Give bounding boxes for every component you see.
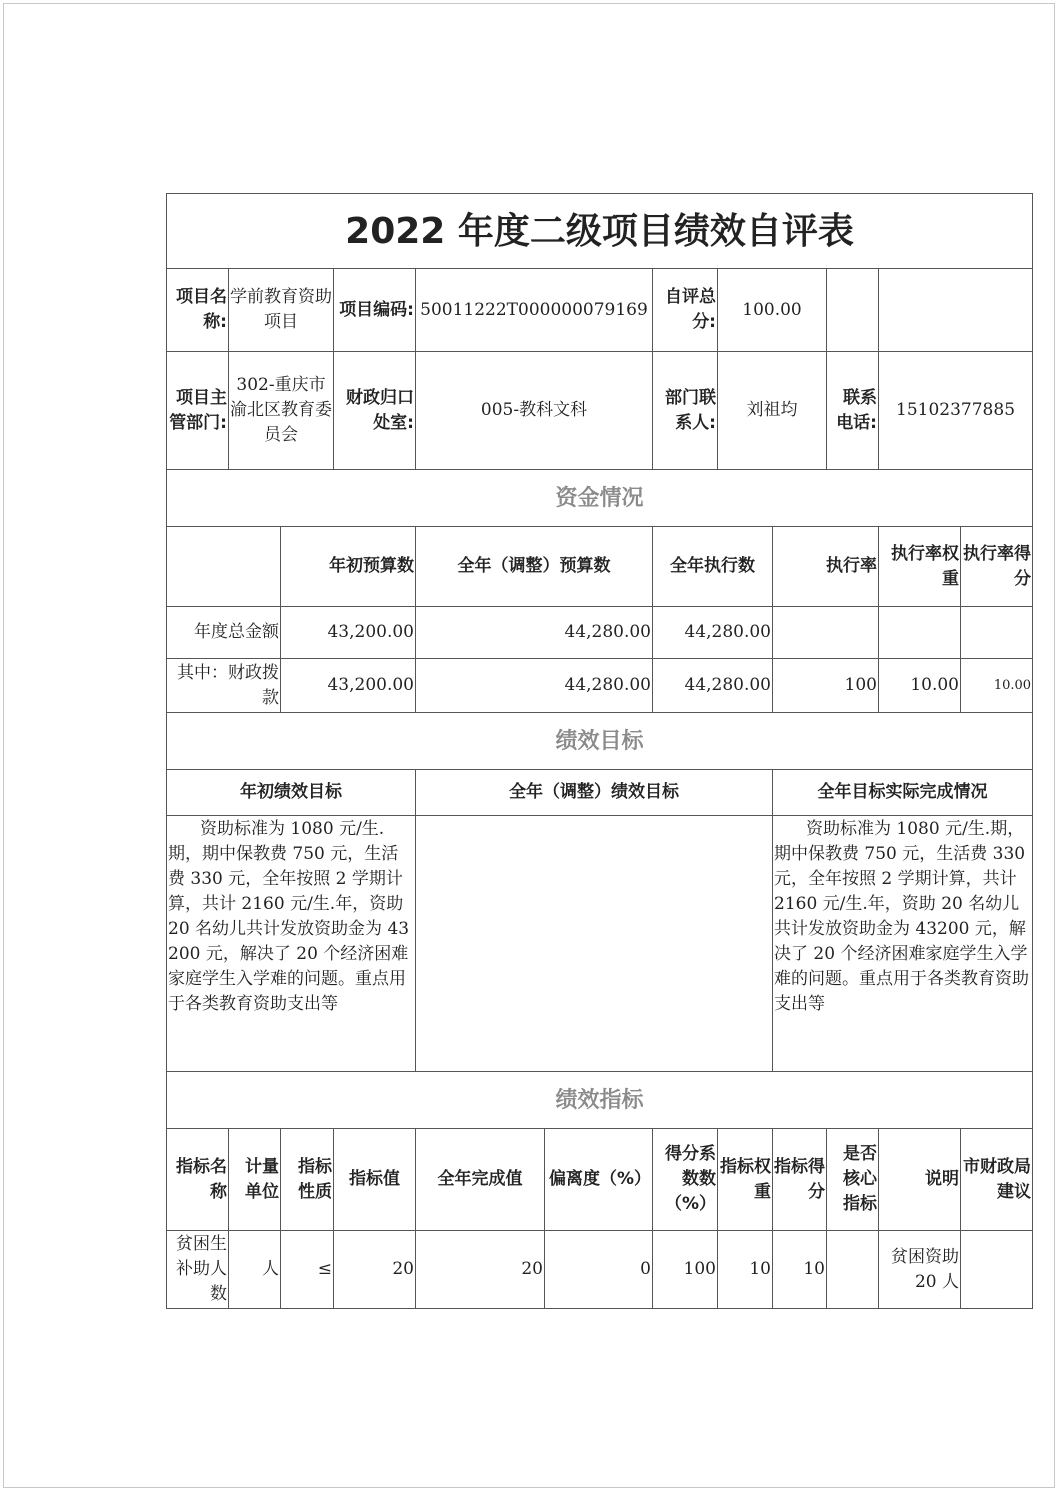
goals-header: 全年目标实际完成情况 xyxy=(773,770,1033,816)
department-value: 302-重庆市渝北区教育委员会 xyxy=(229,352,334,470)
department-label: 项目主管部门: xyxy=(167,352,229,470)
empty-cell xyxy=(167,527,281,607)
indicator-header: 计量单位 xyxy=(229,1129,281,1231)
indicator-deviation: 0 xyxy=(545,1231,653,1309)
project-code-label: 项目编码: xyxy=(334,269,416,352)
contact-value: 刘祖均 xyxy=(718,352,827,470)
funds-cell xyxy=(961,607,1033,659)
indicator-header: 说明 xyxy=(879,1129,961,1231)
funds-row-label: 其中：财政拨款 xyxy=(167,659,281,713)
goals-header: 年初绩效目标 xyxy=(167,770,416,816)
phone-value: 15102377885 xyxy=(879,352,1033,470)
section-funds: 资金情况 xyxy=(167,470,1033,527)
funds-header: 执行率权重 xyxy=(879,527,961,607)
funds-row-label: 年度总金额 xyxy=(167,607,281,659)
funds-cell xyxy=(773,607,879,659)
indicator-header: 指标得分 xyxy=(773,1129,827,1231)
indicator-advice xyxy=(961,1231,1033,1309)
indicator-nature: ≤ xyxy=(281,1231,334,1309)
funds-cell: 10.00 xyxy=(961,659,1033,713)
actual-completion-text: 资助标准为 1080 元/生.期，期中保教费 750 元，生活费 330 元，全年按照 2 学期计算，共计 2160 元/生.年，资助 20 名幼儿共计发放资助金为 43200 元，解决了 20 个经济困难家庭学生入学难的问题。重点用于各类教育资助支出等 xyxy=(773,816,1033,1072)
project-name-value: 学前教育资助项目 xyxy=(229,269,334,352)
goals-header: 全年（调整）绩效目标 xyxy=(416,770,773,816)
finance-office-value: 005-教科文科 xyxy=(416,352,653,470)
empty-cell xyxy=(879,269,1033,352)
funds-cell: 44,280.00 xyxy=(416,607,653,659)
funds-header: 全年（调整）预算数 xyxy=(416,527,653,607)
funds-cell: 44,280.00 xyxy=(653,607,773,659)
funds-header: 执行率得分 xyxy=(961,527,1033,607)
funds-cell: 10.00 xyxy=(879,659,961,713)
self-score-value: 100.00 xyxy=(718,269,827,352)
indicator-header: 市财政局建议 xyxy=(961,1129,1033,1231)
indicator-coefficient: 100 xyxy=(653,1231,718,1309)
indicator-core xyxy=(827,1231,879,1309)
indicator-header: 全年完成值 xyxy=(416,1129,545,1231)
indicator-weight: 10 xyxy=(718,1231,773,1309)
indicator-header: 得分系数数（%） xyxy=(653,1129,718,1231)
indicator-note: 贫困资助 20 人 xyxy=(879,1231,961,1309)
self-score-label: 自评总分: xyxy=(653,269,718,352)
indicator-target: 20 xyxy=(334,1231,416,1309)
indicator-header: 偏离度（%） xyxy=(545,1129,653,1231)
page-title: 2022 年度二级项目绩效自评表 xyxy=(167,194,1033,269)
finance-office-label: 财政归口处室: xyxy=(334,352,416,470)
indicator-score: 10 xyxy=(773,1231,827,1309)
indicator-header: 指标名称 xyxy=(167,1129,229,1231)
project-code-value: 50011222T000000079169 xyxy=(416,269,653,352)
indicator-header: 指标性质 xyxy=(281,1129,334,1231)
initial-goal-text: 资助标准为 1080 元/生.期，期中保教费 750 元，生活费 330 元，全年按照 2 学期计算，共计 2160 元/生.年，资助 20 名幼儿共计发放资助金为 43200 元，解决了 20 个经济困难家庭学生入学难的问题。重点用于各类教育资助支出等 xyxy=(167,816,416,1072)
adjusted-goal-text xyxy=(416,816,773,1072)
indicator-name: 贫困生补助人数 xyxy=(167,1231,229,1309)
indicator-completed: 20 xyxy=(416,1231,545,1309)
funds-cell: 43,200.00 xyxy=(281,607,416,659)
funds-header: 年初预算数 xyxy=(281,527,416,607)
project-name-label: 项目名称: xyxy=(167,269,229,352)
funds-cell: 44,280.00 xyxy=(416,659,653,713)
contact-label: 部门联系人: xyxy=(653,352,718,470)
funds-header: 全年执行数 xyxy=(653,527,773,607)
funds-cell: 43,200.00 xyxy=(281,659,416,713)
funds-cell xyxy=(879,607,961,659)
indicator-header: 指标值 xyxy=(334,1129,416,1231)
phone-label: 联系电话: xyxy=(827,352,879,470)
indicator-unit: 人 xyxy=(229,1231,281,1309)
section-goals: 绩效目标 xyxy=(167,713,1033,770)
indicator-header: 指标权重 xyxy=(718,1129,773,1231)
funds-cell: 44,280.00 xyxy=(653,659,773,713)
indicator-header: 是否核心指标 xyxy=(827,1129,879,1231)
funds-header: 执行率 xyxy=(773,527,879,607)
section-indicators: 绩效指标 xyxy=(167,1072,1033,1129)
self-evaluation-table xyxy=(166,193,1033,1309)
empty-cell xyxy=(827,269,879,352)
funds-cell: 100 xyxy=(773,659,879,713)
